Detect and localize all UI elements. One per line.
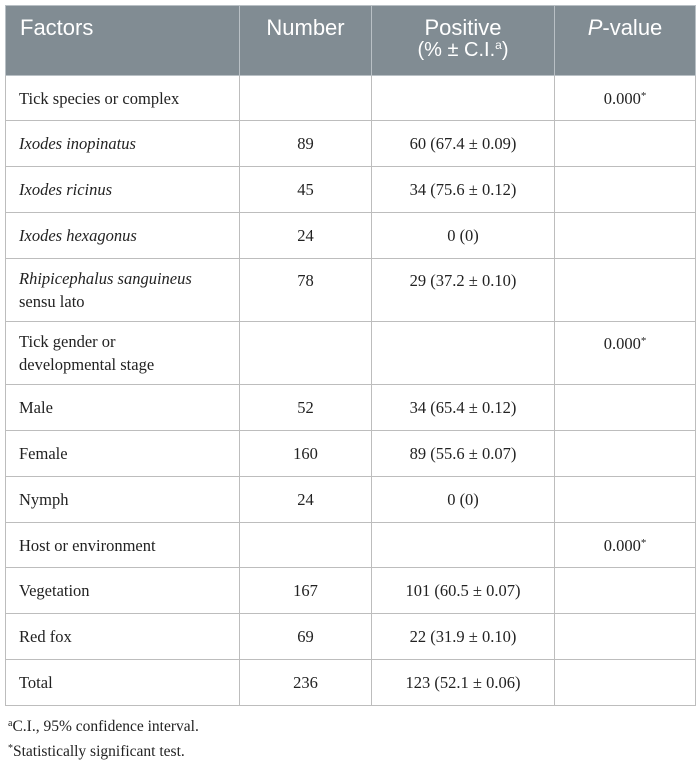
positive-cell: 123 (52.1 ± 0.06) — [372, 660, 555, 706]
factor-cell: Rhipicephalus sanguineus sensu lato — [6, 259, 240, 322]
pvalue-cell — [555, 167, 696, 213]
pvalue-cell — [555, 660, 696, 706]
positive-cell: 34 (65.4 ± 0.12) — [372, 385, 555, 431]
positive-cell: 101 (60.5 ± 0.07) — [372, 568, 555, 614]
number-cell: 236 — [240, 660, 372, 706]
pvalue-cell: 0.000* — [555, 523, 696, 568]
number-cell: 24 — [240, 213, 372, 259]
pvalue-cell — [555, 614, 696, 660]
header-pvalue: P-value — [555, 6, 696, 76]
factor-cell: Total — [6, 660, 240, 706]
factor-cell: Tick species or complex — [6, 76, 240, 121]
table-row — [6, 614, 696, 660]
number-cell — [240, 523, 372, 568]
positive-cell: 34 (75.6 ± 0.12) — [372, 167, 555, 213]
header-positive-line1: Positive — [424, 15, 502, 40]
footnotes — [8, 714, 199, 764]
positive-cell — [372, 322, 555, 385]
factor-cell: Nymph — [6, 477, 240, 523]
header-positive-footnote-mark: a — [495, 38, 502, 52]
positive-cell: 29 (37.2 ± 0.10) — [372, 259, 555, 322]
factor-cell: Male — [6, 385, 240, 431]
positive-cell — [372, 523, 555, 568]
pvalue-cell — [555, 477, 696, 523]
number-cell: 69 — [240, 614, 372, 660]
header-number: Number — [240, 6, 372, 76]
number-cell — [240, 322, 372, 385]
pvalue-cell — [555, 568, 696, 614]
pvalue-cell: 0.000* — [555, 76, 696, 121]
table-row — [6, 259, 696, 322]
positive-cell: 22 (31.9 ± 0.10) — [372, 614, 555, 660]
footnote-ci: $^a$C.I., 95% confidence interval. — [8, 718, 199, 735]
factor-cell: Female — [6, 431, 240, 477]
header-positive — [372, 6, 555, 76]
pvalue-cell — [555, 431, 696, 477]
factor-cell: Host or environment — [6, 523, 240, 568]
number-cell: 89 — [240, 121, 372, 167]
positive-cell: 0 (0) — [372, 213, 555, 259]
results-table — [5, 5, 696, 706]
positive-cell: 89 (55.6 ± 0.07) — [372, 431, 555, 477]
significance-mark: * — [640, 335, 647, 347]
table-row — [6, 121, 696, 167]
positive-cell: 0 (0) — [372, 477, 555, 523]
pvalue-cell — [555, 121, 696, 167]
total-row — [6, 660, 696, 706]
positive-cell — [372, 76, 555, 121]
group-row-host — [6, 523, 696, 568]
footnote-significance: *Statistically significant test. — [8, 743, 185, 760]
number-cell — [240, 76, 372, 121]
footnote-mark: * — [8, 743, 13, 754]
footnote-mark: a — [8, 718, 13, 729]
factor-cell: Tick gender or developmental stage — [6, 322, 240, 385]
pvalue-cell — [555, 259, 696, 322]
group-row-tick-gender — [6, 322, 696, 385]
table-row — [6, 431, 696, 477]
table-row — [6, 568, 696, 614]
number-cell: 160 — [240, 431, 372, 477]
table-row — [6, 385, 696, 431]
header-row — [6, 6, 696, 76]
table-row — [6, 477, 696, 523]
number-cell: 167 — [240, 568, 372, 614]
number-cell: 45 — [240, 167, 372, 213]
number-cell: 78 — [240, 259, 372, 322]
header-positive-line2: (% ± C.I.$^a$) — [417, 38, 509, 61]
pvalue-cell — [555, 385, 696, 431]
table-row — [6, 213, 696, 259]
pvalue-cell: 0.000* — [555, 322, 696, 385]
factor-cell: Red fox — [6, 614, 240, 660]
factor-cell: Ixodes hexagonus — [6, 213, 240, 259]
header-pvalue-italic: P — [587, 15, 603, 40]
number-cell: 24 — [240, 477, 372, 523]
factor-cell: Vegetation — [6, 568, 240, 614]
significance-mark: * — [640, 89, 647, 102]
significance-mark: * — [640, 536, 647, 549]
pvalue-cell — [555, 213, 696, 259]
group-row-tick-species — [6, 76, 696, 121]
header-factors: Factors — [6, 6, 240, 76]
number-cell: 52 — [240, 385, 372, 431]
factor-cell: Ixodes inopinatus — [6, 121, 240, 167]
factor-cell: Ixodes ricinus — [6, 167, 240, 213]
positive-cell: 60 (67.4 ± 0.09) — [372, 121, 555, 167]
table-row — [6, 167, 696, 213]
